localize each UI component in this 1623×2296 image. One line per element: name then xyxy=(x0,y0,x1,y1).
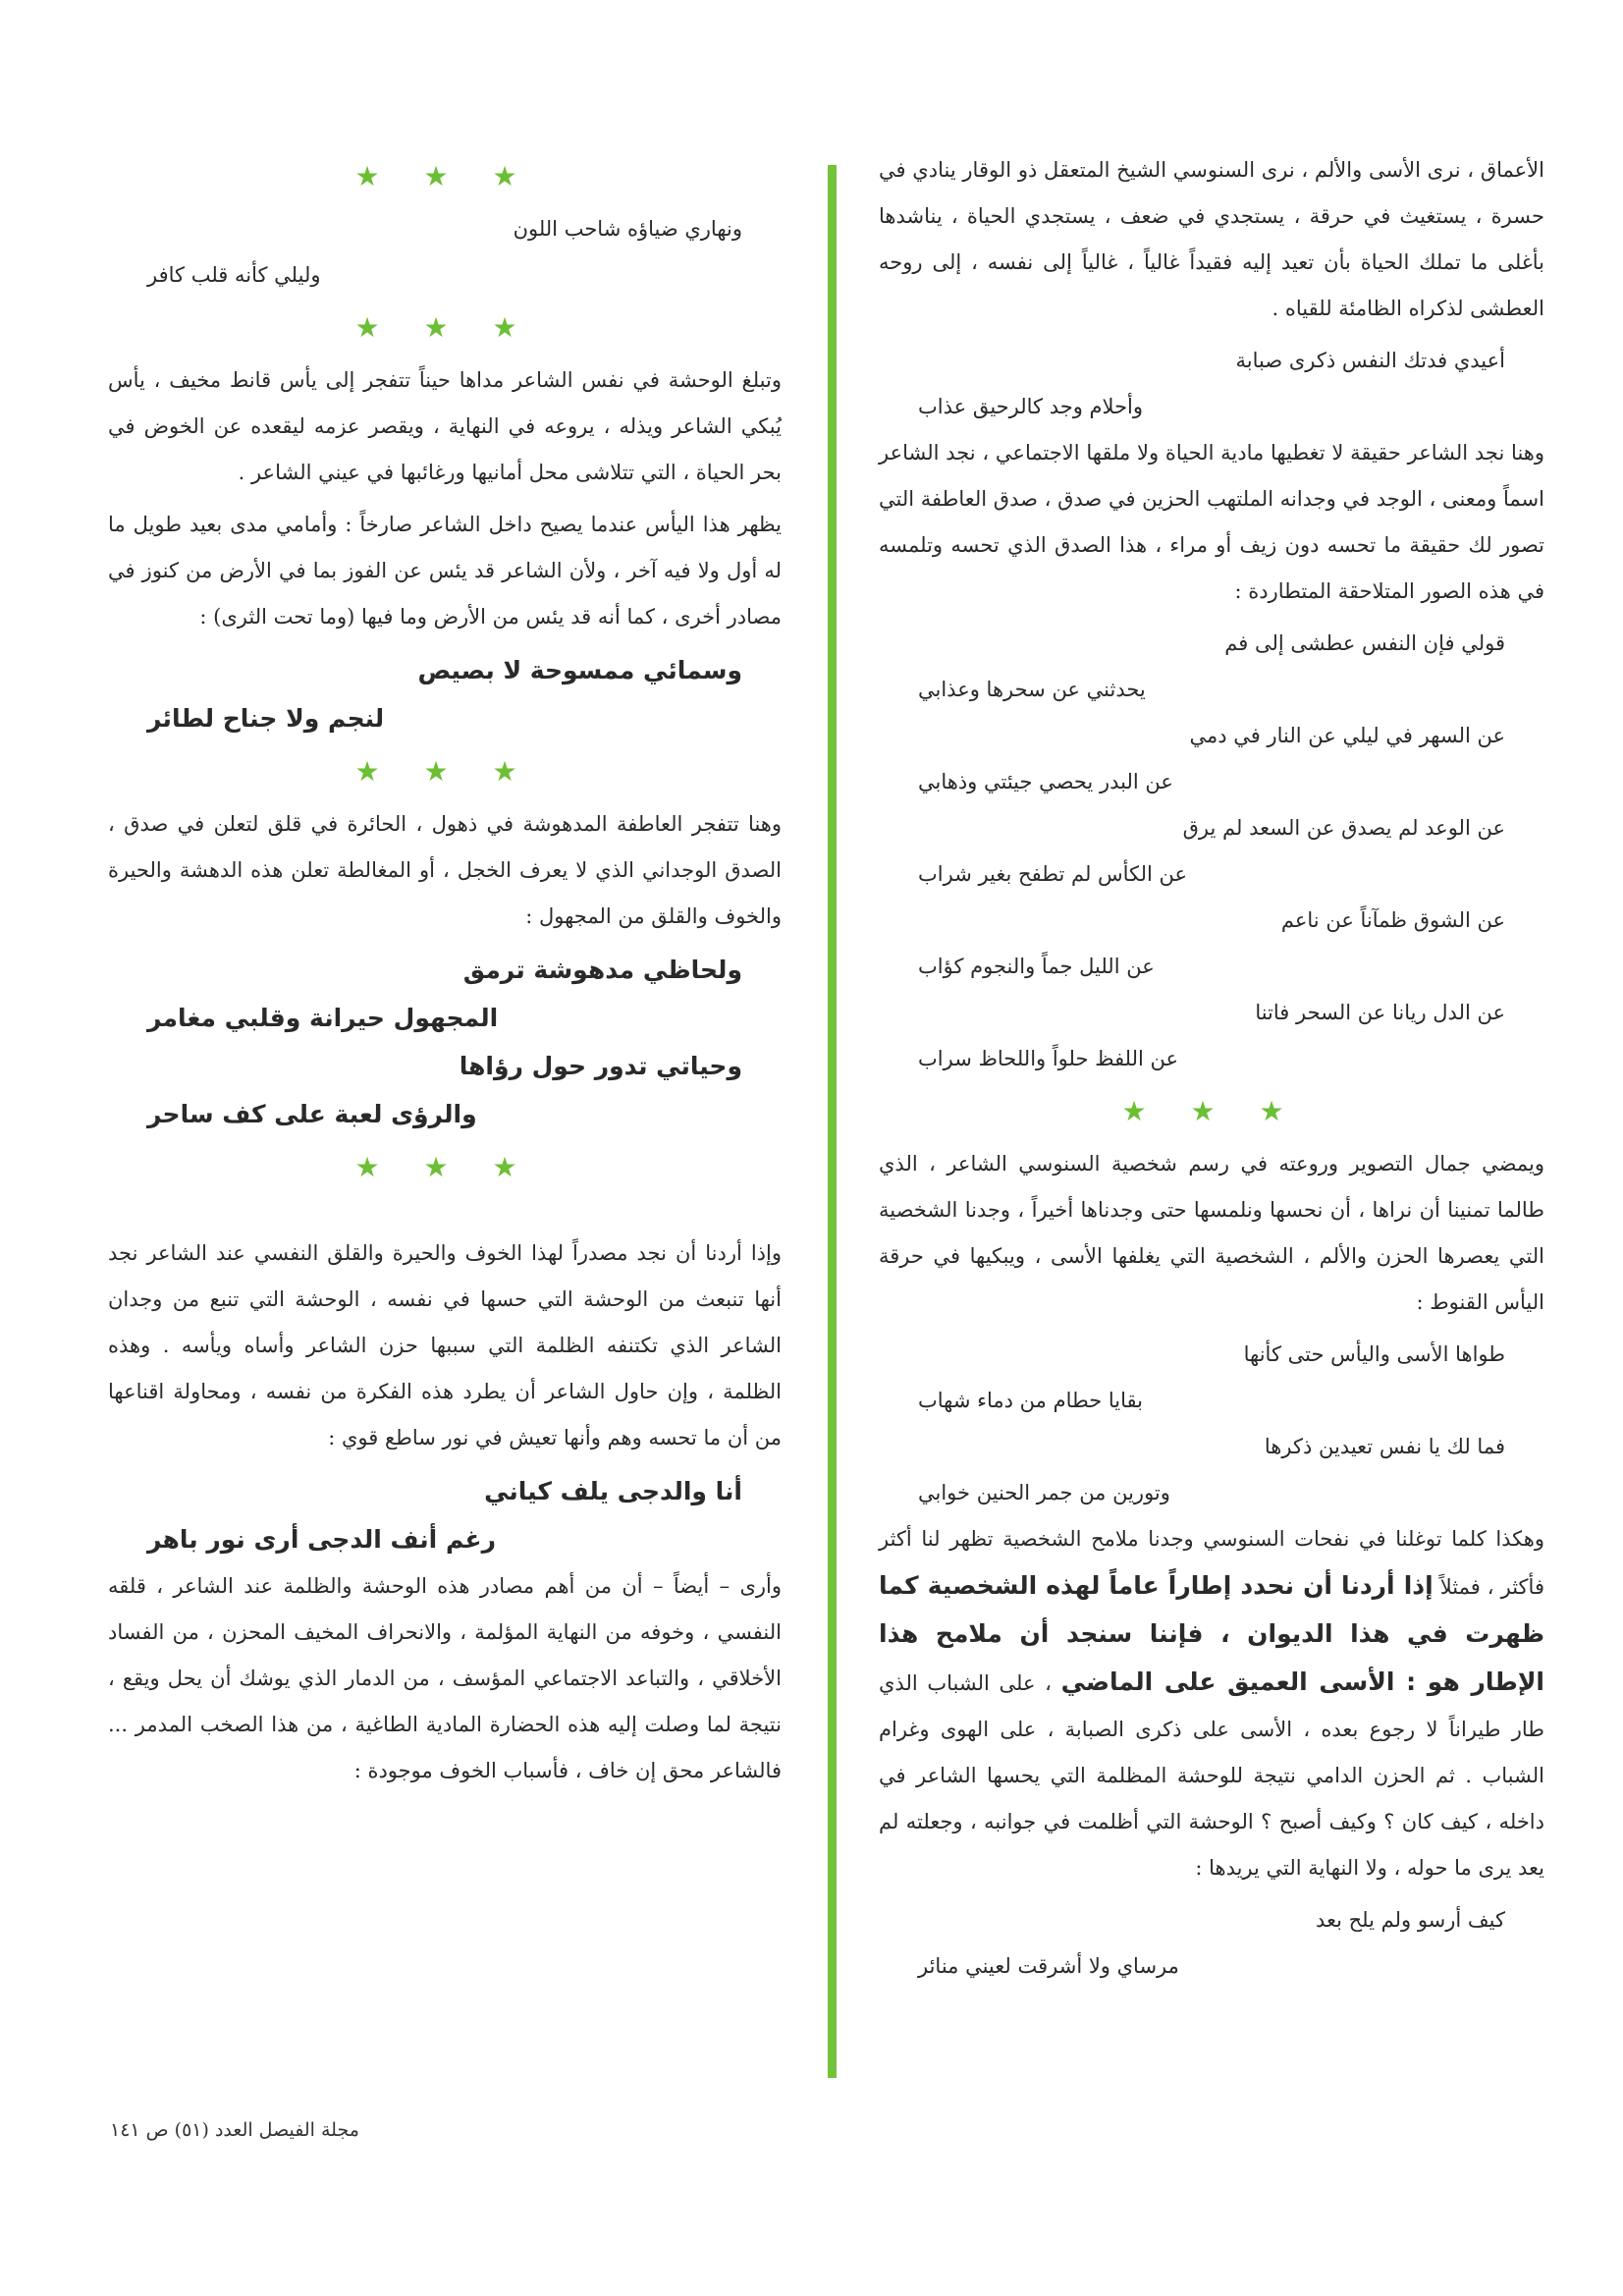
verse-line: عن الكأس لم تطفح بغير شراب xyxy=(918,862,1188,886)
star-separator: ★ ★ ★ xyxy=(354,1151,535,1183)
poem xyxy=(879,338,1544,430)
column-divider xyxy=(828,165,837,2078)
verse-line: عن البدر يحصي جيئتي وذهابي xyxy=(918,770,1173,793)
paragraph: وهنا نجد الشاعر حقيقة لا تغطيها مادية الحياة ولا ملقها الاجتماعي ، نجد الشاعر اسماً ومعنى ، الوجد في وجدانه الملتهب الحزين في صدق ، صدق العاطفة التي تصور لك حقيقة ما تحسه دون زيف أو مراء ، هذا الصدق الذي تحسه وتلمسه في هذه الصور المتلاحقة المتطاردة : xyxy=(879,441,1544,603)
poem xyxy=(108,946,782,1138)
verse-line: وسمائي ممسوحة لا بصيص xyxy=(417,656,742,684)
verse-line: المجهول حيرانة وقلبي مغامر xyxy=(147,1004,499,1032)
verse-line: رغم أنف الدجى أرى نور باهر xyxy=(147,1525,497,1554)
verse-line: عن الشوق ظمآناً عن ناعم xyxy=(1280,908,1505,932)
poem xyxy=(879,621,1544,1082)
verse-line: بقايا حطام من دماء شهاب xyxy=(918,1389,1143,1412)
poem xyxy=(879,1897,1544,1990)
verse-line: يحدثني عن سحرها وعذابي xyxy=(918,678,1146,701)
poem xyxy=(879,1332,1544,1516)
poem xyxy=(108,1467,782,1563)
verse-line: أنا والدجى يلف كياني xyxy=(484,1477,742,1505)
bold-emphasis: إذا أردنا أن نحدد إطاراً عاماً لهذه الشخصية كما ظهرت في هذا الديوان ، فإننا سنجد أن ملامح هذا الإطار هو : الأسى العميق على الماضي xyxy=(879,1571,1544,1696)
star-separator: ★ ★ ★ xyxy=(354,311,535,344)
verse-line: وتورين من جمر الحنين خوابي xyxy=(918,1481,1170,1504)
star-separator: ★ ★ ★ xyxy=(354,160,535,192)
paragraph: الأعماق ، نرى الأسى والألم ، نرى السنوسي الشيخ المتعقل ذو الوقار ينادي في حسرة ، يستغيث في حرقة ، يستجدي في ضعف ، يستجدي الحياة ، يناشدها بأغلى ما تملك الحياة بأن تعيد إليه فقيداً غالياً ، غالياً إلى نفسه ، إلى روحه العطشى لذكراه الظامئة للقياه . xyxy=(879,158,1545,320)
paragraph: وتبلغ الوحشة في نفس الشاعر مداها حيناً تتفجر إلى يأس قانط مخيف ، يأس يُبكي الشاعر ويذله ، يروعه في النهاية ، ويقصر عزمه ليقعده عن الخوض في بحر الحياة ، التي تتلاشى محل أمانيها ورغائبها في عيني الشاعر . xyxy=(108,368,782,484)
verse-line: قولي فإن النفس عطشى إلى فم xyxy=(1224,631,1505,655)
star-separator: ★ ★ ★ xyxy=(1121,1095,1302,1127)
paragraph: وهنا تتفجر العاطفة المدهوشة في ذهول ، الحائرة في قلق لتعلن في صدق ، الصدق الوجداني الذي لا يعرف الخجل ، أو المغالطة تعلن هذه الدهشة والحيرة والخوف والقلق من المجهول : xyxy=(108,812,783,928)
right-column xyxy=(879,147,1544,1990)
poem xyxy=(108,646,782,742)
paragraph: وإذا أردنا أن نجد مصدراً لهذا الخوف والحيرة والقلق النفسي عند الشاعر نجد أنها تنبعث من الوحشة التي حسها في نفسه ، الوحشة التي تنبع من وجدان الشاعر الذي تكتنفه الظلمة التي سببها حزن الشاعر وأساه ويأسه . وهذه الظلمة ، وإن حاول الشاعر أن يطرد هذه الفكرة من نفسه ، ومحاولة اقناعها من أن ما تحسه وهم وأنها تعيش في نور ساطع قوي : xyxy=(108,1241,782,1449)
paragraph: ويمضي جمال التصوير وروعته في رسم شخصية السنوسي الشاعر ، الذي طالما تمنينا أن نراها ، أن نحسها ونلمسها حتى وجدناها أخيراً ، وجدنا الشخصية التي يعصرها الحزن والألم ، الشخصية التي يغلفها الأسى ، ويبكيها في حرقة اليأس القنوط : xyxy=(879,1152,1544,1314)
verse-line: عن الدل ريانا عن السحر فاتنا xyxy=(1255,1001,1505,1024)
paragraph-text: وهكذا كلما توغلنا في نفحات السنوسي وجدنا ملامح الشخصية تظهر لنا أكثر فأكثر ، فمثلاً xyxy=(879,1527,1544,1599)
verse-line: عن اللفظ حلواً واللحاظ سراب xyxy=(918,1047,1179,1070)
verse-line: أعيدي فدتك النفس ذكرى صبابة xyxy=(1235,349,1505,372)
verse-line: ولحاظي مدهوشة ترمق xyxy=(462,956,742,984)
paragraph-text: ، على الشباب الذي طار طيراناً لا رجوع بعده ، الأسى على ذكرى الصبابة ، على الهوى وغرام الشباب . ثم الحزن الدامي نتيجة للوحشة المظلمة التي يحسها الشاعر في داخله ، كيف كان ؟ وكيف أصبح ؟ الوحشة التي أظلمت في جوانبه ، وجعلته لم يعد يرى ما حوله ، ولا النهاية التي يريدها : xyxy=(879,1671,1544,1880)
paragraph: يظهر هذا اليأس عندما يصيح داخل الشاعر صارخاً : وأمامي مدى بعيد طويل ما له أول ولا فيه آخر ، ولأن الشاعر قد يئس عن الفوز بما في الأرض من كنوز في مصادر أخرى ، كما أنه قد يئس من الأرض وما فيها (وما تحت الثرى) : xyxy=(108,513,782,629)
verse-line: طواها الأسى واليأس حتى كأنها xyxy=(1243,1342,1505,1366)
verse-line: كيف أرسو ولم يلح بعد xyxy=(1315,1908,1505,1932)
verse-line: لنجم ولا جناح لطائر xyxy=(147,704,385,733)
verse-line: وحياتي تدور حول رؤاها xyxy=(459,1052,742,1080)
verse-line: وليلي كأنه قلب كافر xyxy=(147,263,321,287)
poem xyxy=(108,206,782,299)
verse-line: مرساي ولا أشرقت لعيني منائر xyxy=(918,1954,1179,1978)
verse-line: وأحلام وجد كالرحيق عذاب xyxy=(918,395,1144,418)
paragraph xyxy=(879,1516,1544,1891)
verse-line: والرؤى لعبة على كف ساحر xyxy=(147,1100,477,1128)
verse-line: عن الليل جماً والنجوم كؤاب xyxy=(918,955,1155,978)
star-separator: ★ ★ ★ xyxy=(354,755,535,788)
verse-line: عن السهر في ليلي عن النار في دمي xyxy=(1189,724,1505,747)
verse-line: فما لك يا نفس تعيدين ذكرها xyxy=(1264,1435,1505,1458)
left-column xyxy=(108,147,782,1800)
verse-line: ونهاري ضياؤه شاحب اللون xyxy=(513,217,742,241)
verse-line: عن الوعد لم يصدق عن السعد لم يرق xyxy=(1182,816,1505,840)
paragraph: وأرى – أيضاً – أن من أهم مصادر هذه الوحشة والظلمة عند الشاعر ، قلقه النفسي ، وخوفه من النهاية المؤلمة ، والانحراف المخيف المحزن ، من الفساد الأخلاقي ، والتباعد الاجتماعي المؤسف ، من الدمار الذي يوشك أن يحل ويقع ، نتيجة لما وصلت إليه هذه الحضارة المادية الطاغية ، من هذا الصخب المدمر ... فالشاعر محق إن خاف ، فأسباب الخوف موجودة : xyxy=(108,1574,782,1782)
page-footer: مجلة الفيصل العدد (٥١) ص ١٤١ xyxy=(110,2119,359,2141)
spacer xyxy=(108,1197,782,1230)
